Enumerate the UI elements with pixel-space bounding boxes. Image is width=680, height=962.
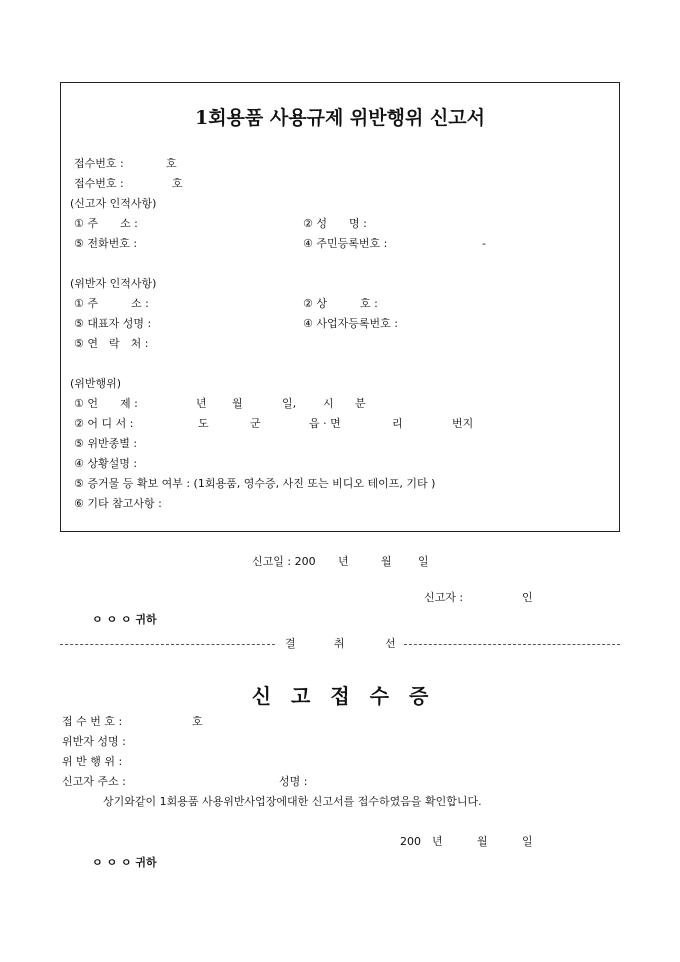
when-hour: 시 <box>323 397 334 410</box>
reporter-signature-label: 신고자 : <box>424 591 464 604</box>
violation-when-label: ① 언 제 : <box>74 397 138 410</box>
cut-line-char-1: 결 <box>285 637 296 650</box>
violator-address: ① 주 소 : <box>74 297 149 310</box>
cut-line-left <box>60 644 275 645</box>
violator-contact: ⑤ 연 락 처 : <box>74 337 149 350</box>
when-year: 년 <box>196 397 207 410</box>
reporter-phone: ⑤ 전화번호 : <box>74 237 138 250</box>
cert-reporter-address: 신고자 주소 : <box>62 775 126 788</box>
violation-where-label: ② 어 디 서 : <box>74 417 134 430</box>
violation-header: (위반행위) <box>70 377 122 390</box>
cert-confirmation-text: 상기와같이 1회용품 사용위반사업장에대한 신고서를 접수하였음을 확인합니다. <box>103 795 482 808</box>
violation-type: ⑤ 위반종별 : <box>74 437 138 450</box>
other-notes: ⑥ 기타 참고사항 : <box>74 497 162 510</box>
cut-line-right <box>404 644 620 645</box>
cert-date-month: 월 <box>477 835 488 848</box>
violator-representative: ⑤ 대표자 성명 : <box>74 317 152 330</box>
receipt-number-label: 접수번호 : <box>74 157 124 170</box>
evidence-status: ⑤ 증거물 등 확보 여부 : (1회용품, 영수증, 사진 또는 비디오 테이프, 기타 ) <box>74 477 436 490</box>
resident-number-dash: - <box>482 237 486 250</box>
where-province: 도 <box>198 417 209 430</box>
cert-reporter-name: 성명 : <box>279 775 308 788</box>
cert-receipt-number-label: 접 수 번 호 : <box>62 715 123 728</box>
report-date-month: 월 <box>381 555 392 568</box>
receipt-number-label-2: 접수번호 : <box>74 177 124 190</box>
when-month: 월 <box>232 397 243 410</box>
receipt-number-unit: 호 <box>166 157 177 170</box>
reporter-seal: 인 <box>522 591 533 604</box>
violator-header: (위반자 인적사항) <box>70 277 157 290</box>
reporter-resident-number: ④ 주민등록번호 : <box>303 237 388 250</box>
violator-business-name: ② 상 호 : <box>303 297 378 310</box>
cut-line-char-2: 취 <box>334 637 345 650</box>
addressee: ㅇ ㅇ ㅇ 귀하 <box>92 613 157 626</box>
violator-business-reg-number: ④ 사업자등록번호 : <box>303 317 398 330</box>
where-village: 리 <box>392 417 403 430</box>
reporter-name: ② 성 명 : <box>303 217 367 230</box>
report-date-label: 신고일 : 200 <box>252 555 316 568</box>
cert-violator-name: 위반자 성명 : <box>62 735 126 748</box>
cert-violation: 위 반 행 위 : <box>62 755 123 768</box>
where-county: 군 <box>250 417 261 430</box>
cert-date-year: 200 년 <box>400 835 443 848</box>
situation-description: ④ 상황설명 : <box>74 457 138 470</box>
report-date-day: 일 <box>418 555 429 568</box>
where-lot: 번지 <box>452 417 474 430</box>
when-day: 일, <box>282 397 297 410</box>
report-date-year: 년 <box>338 555 349 568</box>
receipt-number-unit-2: 호 <box>172 177 183 190</box>
cert-addressee: ㅇ ㅇ ㅇ 귀하 <box>92 856 157 869</box>
cert-date-day: 일 <box>522 835 533 848</box>
reporter-header: (신고자 인적사항) <box>70 197 157 210</box>
certificate-title: 신 고 접 수 증 <box>251 684 429 708</box>
cert-receipt-number-unit: 호 <box>192 715 203 728</box>
cut-line-char-3: 선 <box>385 637 396 650</box>
report-title: 1회용품 사용규제 위반행위 신고서 <box>194 107 486 129</box>
reporter-address: ① 주 소 : <box>74 217 138 230</box>
where-town: 읍 · 면 <box>309 417 341 430</box>
when-minute: 분 <box>355 397 366 410</box>
